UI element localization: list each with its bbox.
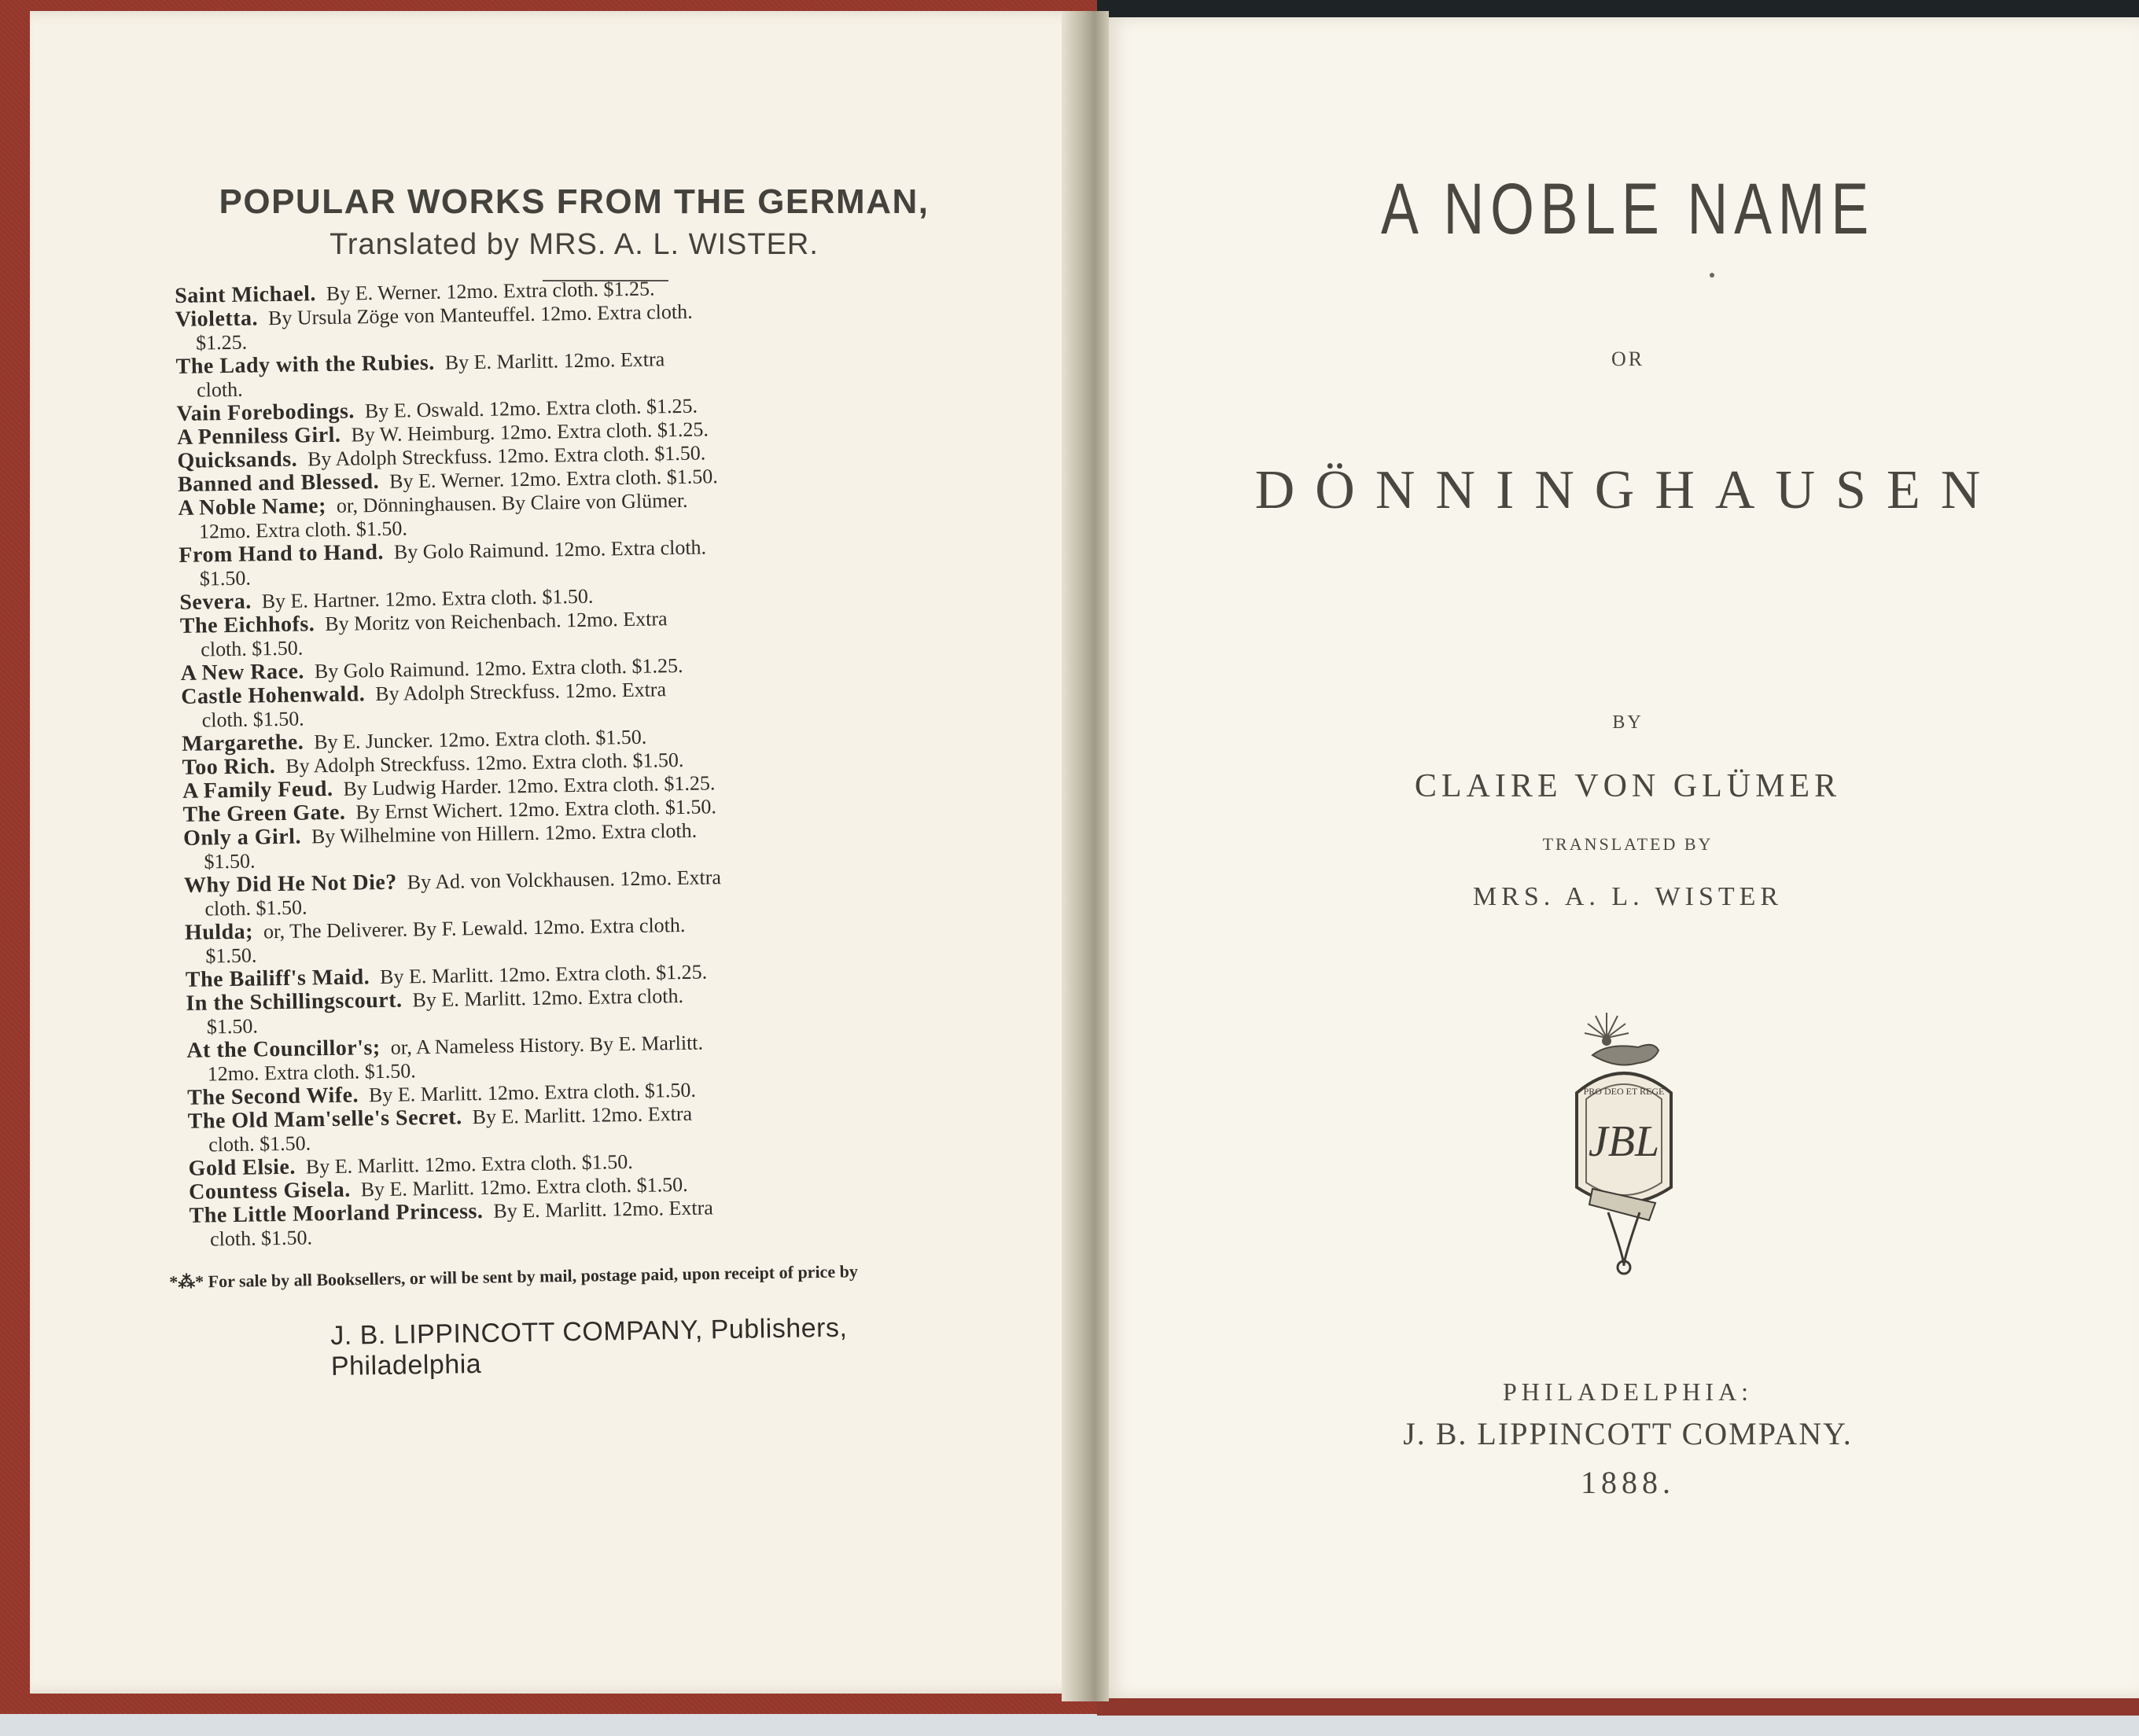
book-list <box>175 272 976 1252</box>
book-details: By Ad. von Volckhausen. 12mo. Extra <box>407 866 722 894</box>
book-title: Vain Forebodings. <box>176 399 355 426</box>
ad-subheading: Translated by MRS. A. L. WISTER. <box>330 228 819 261</box>
book-details: By Adolph Streckfuss. 12mo. Extra cloth. $1.50. <box>285 748 684 778</box>
book-details: By W. Heimburg. 12mo. Extra cloth. $1.25. <box>351 417 709 447</box>
book-details: By E. Marlitt. 12mo. Extra cloth. $1.50. <box>368 1078 697 1107</box>
book-details-continued: $1.50. <box>199 566 252 590</box>
book-details-continued: cloth. $1.50. <box>201 707 304 732</box>
book-details-continued: $1.25. <box>195 330 248 355</box>
book-details: By E. Marlitt. 12mo. Extra <box>444 348 665 374</box>
book-title: A New Race. <box>180 659 305 686</box>
book-details-continued: $1.50. <box>205 943 257 968</box>
book-details: By Adolph Streckfuss. 12mo. Extra cloth. $1.50. <box>307 441 706 471</box>
lamp-flame <box>1602 1036 1611 1046</box>
book-details: By E. Hartner. 12mo. Extra cloth. $1.50. <box>261 584 594 613</box>
imprint-city: PHILADELPHIA: <box>1503 1377 1753 1406</box>
book-details: By Ursula Zöge von Manteuffel. 12mo. Extra cloth. <box>267 300 693 330</box>
book-details: By Wilhelmine von Hillern. 12mo. Extra cloth. <box>311 818 698 848</box>
book-title: Severa. <box>179 589 252 615</box>
book-details: By E. Oswald. 12mo. Extra cloth. $1.25. <box>364 394 698 423</box>
ornament-dot <box>1710 273 1714 278</box>
emblem-monogram: JBL <box>1588 1117 1660 1166</box>
book-title: Why Did He Not Die? <box>183 870 398 898</box>
book-title: Margarethe. <box>181 730 304 756</box>
book-title: Too Rich. <box>182 754 276 780</box>
red-cloth-edge <box>1097 1698 2139 1716</box>
emblem-point <box>1608 1212 1640 1266</box>
book-title: A Noble Name; <box>178 494 327 520</box>
book-details: By Adolph Streckfuss. 12mo. Extra <box>375 678 667 706</box>
book-title: The Old Mam'selle's Secret. <box>187 1105 462 1134</box>
sale-note: *⁂* For sale by all Booksellers, or will be sent by mail, postage paid, upon receipt of price by <box>169 1261 859 1292</box>
by-label: BY <box>1612 712 1644 733</box>
book-details: By E. Marlitt. 12mo. Extra cloth. $1.50. <box>305 1149 633 1179</box>
book-title: Quicksands. <box>177 447 298 473</box>
book-title: Gold Elsie. <box>188 1154 296 1181</box>
book-title: Only a Girl. <box>182 824 302 851</box>
book-title: Violetta. <box>175 306 259 332</box>
lamp-rays <box>1585 1013 1629 1038</box>
ad-publisher: J. B. LIPPINCOTT COMPANY, Publishers, Philadelphia <box>330 1312 848 1381</box>
book-details: By E. Werner. 12mo. Extra cloth. $1.50. <box>388 465 718 493</box>
book-title: The Bailiff's Maid. <box>185 965 370 992</box>
book-title: Banned and Blessed. <box>177 469 380 497</box>
publisher-emblem-icon <box>1561 1006 1687 1282</box>
translator-name: MRS. A. L. WISTER <box>1472 882 1784 911</box>
book-details-continued: cloth. $1.50. <box>208 1131 311 1157</box>
book-details: By E. Marlitt. 12mo. Extra cloth. $1.50. <box>360 1172 688 1201</box>
book-details: By E. Juncker. 12mo. Extra cloth. $1.50. <box>313 725 647 754</box>
imprint-year: 1888. <box>1581 1465 1675 1500</box>
book-details: By E. Marlitt. 12mo. Extra cloth. $1.25. <box>379 960 708 989</box>
book-details: By Golo Raimund. 12mo. Extra cloth. $1.25. <box>314 653 683 683</box>
book-title: The Green Gate. <box>182 800 346 827</box>
book-title: At the Councillor's; <box>186 1035 381 1063</box>
book-details-continued: 12mo. Extra cloth. $1.50. <box>198 517 408 543</box>
book-details-continued: 12mo. Extra cloth. $1.50. <box>207 1059 416 1086</box>
book-title: A Penniless Girl. <box>176 422 341 450</box>
binding-gutter <box>1062 11 1109 1701</box>
book-details: By E. Werner. 12mo. Extra cloth. $1.25. <box>326 277 655 305</box>
book-details: By E. Marlitt. 12mo. Extra <box>472 1102 693 1129</box>
book-title: The Little Moorland Princess. <box>189 1198 484 1228</box>
ad-heading: POPULAR WORKS FROM THE GERMAN, <box>219 182 930 221</box>
book-details-continued: $1.50. <box>204 849 256 874</box>
book-details: By Moritz von Reichenbach. 12mo. Extra <box>325 607 668 636</box>
book-details: or, Dönninghausen. By Claire von Glümer. <box>336 488 688 517</box>
book-title: The Lady with the Rubies. <box>175 350 435 379</box>
book-details-continued: cloth. $1.50. <box>209 1226 313 1251</box>
emblem-motto: PRO DEO ET REGE <box>1583 1086 1665 1097</box>
dark-background-edge <box>1097 0 2139 17</box>
book-title: A NOBLE NAME <box>1381 169 1875 249</box>
book-title: Saint Michael. <box>174 281 317 308</box>
translated-label: TRANSLATED BY <box>1542 834 1714 854</box>
book-title: From Hand to Hand. <box>179 539 385 568</box>
book-title: Countess Gisela. <box>188 1177 351 1205</box>
book-subtitle: DÖNNINGHAUSEN <box>1254 460 2001 520</box>
or-label: OR <box>1611 348 1645 370</box>
book-details-continued: $1.50. <box>206 1014 259 1039</box>
book-details-continued: cloth. $1.50. <box>201 636 304 661</box>
book-details-continued: cloth. <box>196 377 243 402</box>
book-title: The Second Wife. <box>187 1083 359 1110</box>
book-title: A Family Feud. <box>182 776 333 804</box>
book-details: By Ernst Wichert. 12mo. Extra cloth. $1.50. <box>355 795 717 824</box>
book-details: By E. Marlitt. 12mo. Extra <box>493 1196 714 1223</box>
author-name: CLAIRE VON GLÜMER <box>1414 768 1842 804</box>
book-details: By E. Marlitt. 12mo. Extra cloth. <box>412 984 684 1012</box>
book-title: In the Schillingscourt. <box>186 988 403 1016</box>
book-details: By Ludwig Harder. 12mo. Extra cloth. $1.25. <box>343 771 716 800</box>
book-details: or, A Nameless History. By E. Marlitt. <box>390 1031 704 1059</box>
book-details: or, The Deliverer. By F. Lewald. 12mo. Extra cloth. <box>263 913 686 943</box>
imprint-company: J. B. LIPPINCOTT COMPANY. <box>1403 1416 1853 1451</box>
lamp <box>1592 1045 1659 1065</box>
book-details: By Golo Raimund. 12mo. Extra cloth. <box>393 535 707 564</box>
book-title: The Eichhofs. <box>179 612 315 638</box>
book-details-continued: cloth. $1.50. <box>204 896 307 921</box>
book-title: Castle Hohenwald. <box>180 682 366 709</box>
book-title: Hulda; <box>184 919 254 945</box>
